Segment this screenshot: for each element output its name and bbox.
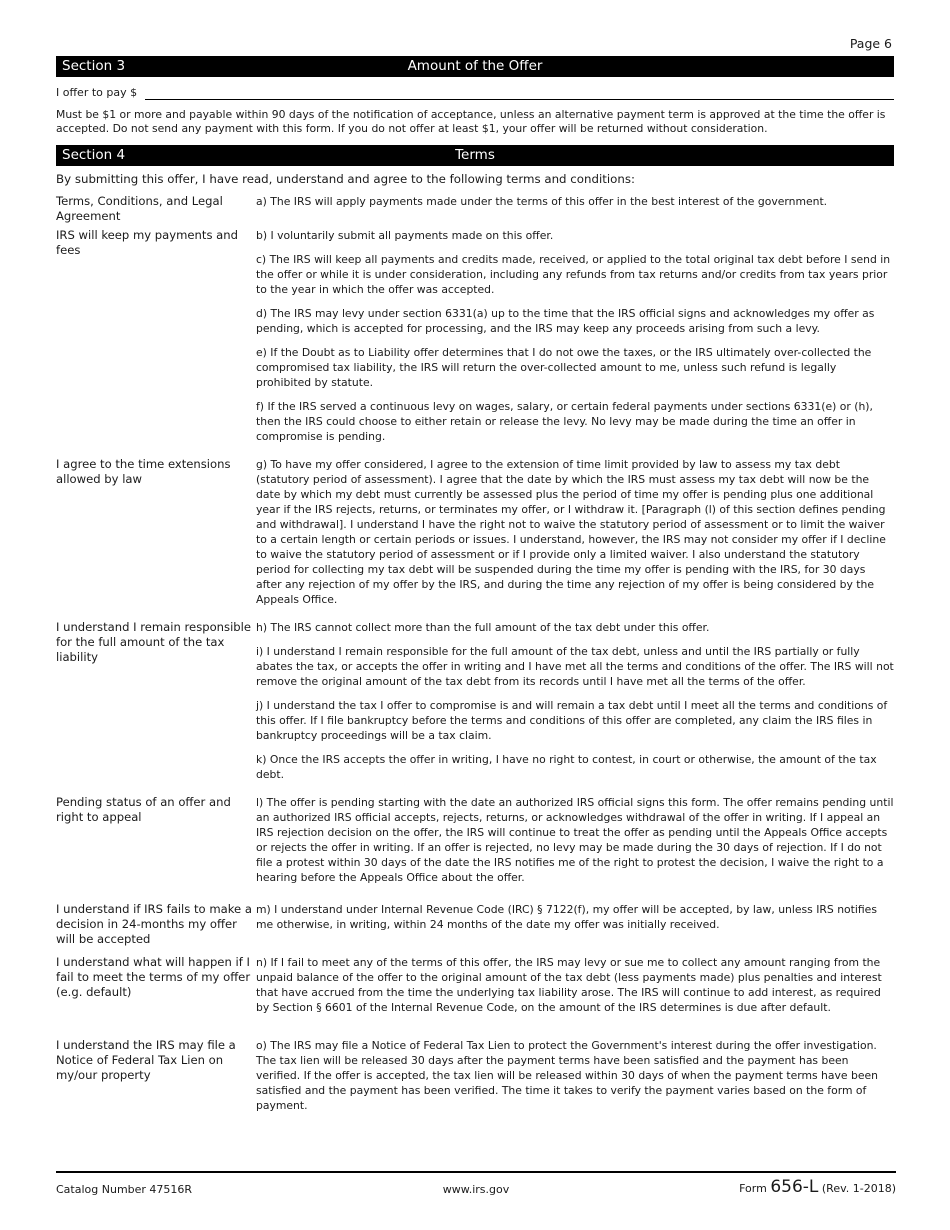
term-item-h: h) The IRS cannot collect more than the full amount of the tax debt under this offer. — [256, 621, 710, 634]
terms-row — [56, 457, 894, 616]
section-4-header — [56, 145, 894, 166]
section-4-title: Terms — [455, 147, 495, 163]
terms-row-label: I understand what will happen if I fail to meet the terms of my offer (e.g. default) — [56, 955, 251, 999]
term-item-i: i) I understand I remain responsible for the full amount of the tax debt, unless and until the IRS partially or fully abates the tax, or accepts the offer in writing and I have met all the terms and conditions of the offer. The IRS will not remove the original amount of the tax debt from its records until I have met all the terms of the offer. — [256, 645, 894, 688]
section-3-number: Section 3 — [62, 58, 126, 74]
term-item-o: o) The IRS may file a Notice of Federal Tax Lien to protect the Government's interest during the offer investigation. The tax lien will be released 30 days after the payment terms have been satisfied and the payment has been verified. If the offer is accepted, the tax lien will be released within 30 days of when the payment terms have been satisfied and the payment has been verified. The time it takes to verify the payment varies based on the form of payment. — [256, 1039, 878, 1112]
section-4-number: Section 4 — [62, 147, 126, 163]
terms-row-label: IRS will keep my payments and fees — [56, 228, 238, 257]
terms-row-body — [256, 902, 894, 947]
terms-row-label: Pending status of an offer and right to appeal — [56, 795, 231, 824]
term-item-l: l) The offer is pending starting with the date an authorized IRS official signs this form. The offer remains pending until an authorized IRS official accepts, rejects, returns, or acknowledges withdrawal of the offer in writing. If I appeal an IRS rejection decision on the offer, the IRS will continue to treat the offer as pending until the Appeals Office accepts or rejects the offer in writing. If an offer is rejected, no levy may be made during the 30 days of rejection. If I do not file a protest within 30 days of the date the IRS notifies me of the right to protest the decision, I waive the right to a hearing before the Appeals Office about the offer. — [256, 796, 894, 884]
irs-website-link[interactable]: www.irs.gov — [442, 1183, 510, 1196]
terms-row — [56, 194, 894, 224]
terms-row-label: I understand if IRS fails to make a decision in 24-months my offer will be accepted — [56, 902, 252, 946]
term-item-j: j) I understand the tax I offer to compromise is and will remain a tax debt until I meet all the terms and conditions of this offer. If I file bankruptcy before the terms and conditions of this offer are completed, any claim the IRS files in bankruptcy proceedings will be a tax claim. — [256, 699, 888, 742]
terms-row-body — [256, 1038, 894, 1122]
term-item-e: e) If the Doubt as to Liability offer determines that I do not owe the taxes, or the IRS ultimately over-collected the compromised tax liability, the IRS will return the over-collected amount to me, unless such refund is legally prohibited by statute. — [256, 346, 872, 389]
term-item-a: a) The IRS will apply payments made under the terms of this offer in the best interest of the government. — [256, 195, 828, 208]
term-item-f: f) If the IRS served a continuous levy on wages, salary, or certain federal payments under sections 6331(e) or (h), then the IRS could choose to either retain or release the levy. No levy may be made during the time an offer in compromise is pending. — [256, 400, 873, 443]
terms-row — [56, 620, 894, 791]
section-3-title: Amount of the Offer — [407, 58, 543, 74]
offer-amount-row — [56, 85, 894, 101]
terms-row-body — [256, 228, 894, 453]
page-footer — [56, 1171, 896, 1199]
terms-row — [56, 795, 894, 894]
term-item-d: d) The IRS may levy under section 6331(a) up to the time that the IRS official signs and acknowledges my offer as pending, which is accepted for processing, and the IRS may keep any proceeds arising from such a levy. — [256, 307, 875, 335]
terms-row — [56, 955, 894, 1024]
terms-intro: By submitting this offer, I have read, understand and agree to the following terms and conditions: — [56, 172, 635, 186]
terms-row-body — [256, 457, 894, 616]
terms-row-body — [256, 955, 894, 1024]
offer-amount-note: Must be $1 or more and payable within 90 days of the notification of acceptance, unless an alternative payment term is approved at the time the offer is accepted. Do not send any payment with this form. If you do not offer at least $1, your offer will be returned without consideration. — [56, 108, 886, 135]
offer-amount-field[interactable] — [145, 85, 894, 100]
terms-row-body — [256, 194, 894, 224]
terms-row — [56, 228, 894, 453]
terms-row-label: I agree to the time extensions allowed by law — [56, 457, 231, 486]
form-label: Form — [739, 1182, 767, 1195]
terms-row — [56, 1038, 894, 1122]
term-item-c: c) The IRS will keep all payments and credits made, received, or applied to the total original tax debt before I send in the offer or while it is under consideration, including any refunds from tax returns and/or credits from tax years prior to the year in which the offer was accepted. — [256, 253, 891, 296]
term-item-k: k) Once the IRS accepts the offer in writing, I have no right to contest, in court or otherwise, the amount of the tax debt. — [256, 753, 877, 781]
terms-row — [56, 902, 894, 947]
terms-row-body — [256, 795, 894, 894]
terms-row-label: I understand I remain responsible for the full amount of the tax liability — [56, 620, 252, 664]
term-item-b: b) I voluntarily submit all payments made on this offer. — [256, 229, 554, 242]
catalog-number: Catalog Number 47516R — [56, 1183, 193, 1196]
term-item-g: g) To have my offer considered, I agree to the extension of time limit provided by law to assess my tax debt (statutory period of assessment). I agree that the date by which the IRS must assess my tax debt will now be the date by which my debt must currently be assessed plus the period of time my offer is pending plus one additional year if the IRS rejects, returns, or terminates my offer, or I withdraw it. [Paragraph (l) of this section defines pending and withdrawal]. I understand I have the right not to waive the statutory period of assessment or to limit the waiver to a certain length or certain periods or issues. I understand, however, the IRS may not consider my offer if I decline to waive the statutory period of assessment or if I provide only a limited waiver. I also understand the statutory period for collecting my tax debt will be suspended during the time my offer is pending with the IRS, for 30 days after any rejection of my offer by the IRS, and during the time any rejection of my offer is being considered by the Appeals Office. — [256, 458, 886, 606]
offer-amount-label: I offer to pay $ — [56, 86, 138, 99]
terms-row-label: Terms, Conditions, and Legal Agreement — [56, 194, 223, 223]
term-item-n: n) If I fail to meet any of the terms of this offer, the IRS may levy or sue me to collect any amount ranging from the unpaid balance of the offer to the original amount of the tax debt (less payments made) plus penalties and interest that have accrued from the time the underlying tax liability arose. The IRS will continue to add interest, as required by Section § 6601 of the Internal Revenue Code, on the amount of the IRS determines is due after default. — [256, 956, 882, 1014]
terms-list — [56, 194, 894, 1122]
page-number: Page 6 — [849, 36, 892, 51]
form-identifier — [739, 1177, 896, 1197]
terms-row-body — [256, 620, 894, 791]
form-number: 656-L — [770, 1177, 819, 1197]
terms-row-label: I understand the IRS may file a Notice of Federal Tax Lien on my/our property — [56, 1038, 236, 1082]
section-3-header — [56, 56, 894, 77]
term-item-m: m) I understand under Internal Revenue Code (IRC) § 7122(f), my offer will be accepted, by law, unless IRS notifies me otherwise, in writing, within 24 months of the date my offer was initially received. — [256, 903, 877, 931]
form-revision: (Rev. 1-2018) — [821, 1182, 896, 1195]
